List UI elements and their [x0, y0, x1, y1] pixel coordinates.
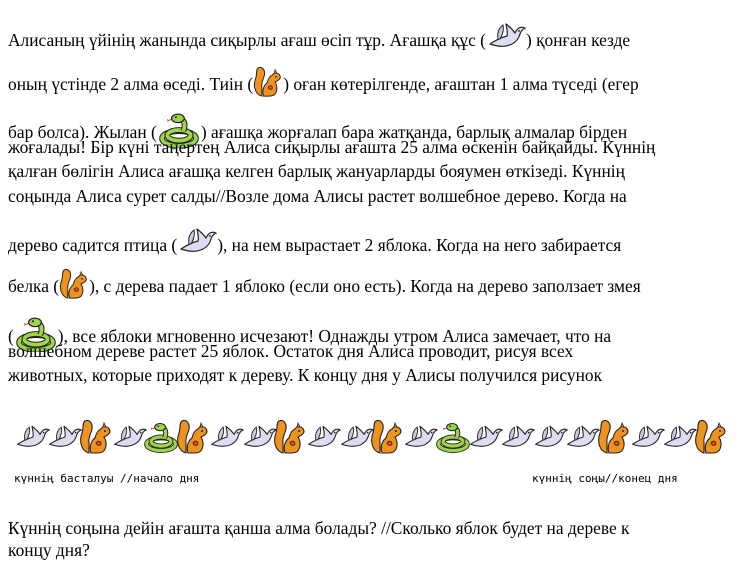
text-line-1 — [8, 22, 630, 52]
question-line-2: концу дня? — [8, 540, 90, 560]
bird-icon — [661, 415, 693, 459]
question-line-1: Күннің соңына дейін ағашта қанша алма болады? //Сколько яблок будет на дереве к — [8, 518, 630, 538]
text-segment: ( — [8, 326, 14, 346]
bird-icon — [629, 415, 661, 459]
text-segment: дерево садится птица ( — [8, 235, 178, 255]
end-of-day-label: күннің соңы//конец дня — [532, 472, 678, 485]
start-of-day-label: күннің басталуы //начало дня — [14, 472, 200, 485]
bird-icon — [46, 415, 78, 459]
snake-icon — [143, 415, 175, 459]
bird-icon — [564, 415, 596, 459]
bird-icon — [532, 415, 564, 459]
text-segment: ) қонған кезде — [525, 30, 631, 50]
bird-icon — [305, 415, 337, 459]
text-segment: белка ( — [8, 276, 60, 296]
squirrel-icon — [370, 415, 402, 459]
text-line-8 — [8, 268, 641, 300]
bird-icon — [467, 415, 499, 459]
text-line-2 — [8, 66, 639, 98]
text-segment: ) ағашқа жорғалап бара жатқанда, барлық алмалар бірден — [200, 122, 628, 142]
text-segment: ), все яблоки мгновенно исчезают! Однажды утром Алиса замечает, что на — [57, 326, 612, 346]
squirrel-icon — [176, 415, 208, 459]
squirrel-icon — [253, 66, 283, 98]
text-segment: бар болса). Жылан ( — [8, 122, 157, 142]
text-segment: Алисаның үйінің жанында сиқырлы ағаш өсіп тұр. Ағашқа құс ( — [8, 30, 486, 50]
text-segment: ) оған көтерілгенде, ағаштан 1 алма түседі (егер — [283, 74, 639, 94]
bird-icon — [177, 227, 217, 257]
text-segment: оның үстінде 2 алма өседі. Тиін ( — [8, 74, 254, 94]
squirrel-icon — [694, 415, 726, 459]
squirrel-icon — [273, 415, 305, 459]
animal-sequence-strip — [14, 415, 726, 459]
bird-icon — [111, 415, 143, 459]
text-line-6: соңында Алиса сурет салды//Возле дома Алисы растет волшебное дерево. Когда на — [8, 186, 627, 206]
squirrel-icon — [59, 268, 89, 300]
text-line-7 — [8, 227, 621, 257]
bird-icon — [14, 415, 46, 459]
snake-icon — [435, 415, 467, 459]
bird-icon — [241, 415, 273, 459]
bird-icon — [208, 415, 240, 459]
text-segment: ), на нем вырастает 2 яблока. Когда на него забирается — [217, 235, 622, 255]
squirrel-icon — [79, 415, 111, 459]
text-line-4: жоғалады! Бір күні таңертең Алиса сиқырлы ағашта 25 алма өскенін байқайды. Күннің — [8, 137, 656, 157]
text-line-10: волшебном дереве растет 25 яблок. Остаток дня Алиса проводит, рисуя всех — [8, 341, 574, 361]
text-line-11: животных, которые приходят к дереву. К концу дня у Алисы получился рисунок — [8, 365, 603, 385]
bird-icon — [499, 415, 531, 459]
text-segment: ), с дерева падает 1 яблоко (если оно есть). Когда на дерево заползает змея — [89, 276, 641, 296]
bird-icon — [486, 22, 526, 52]
squirrel-icon — [597, 415, 629, 459]
bird-icon — [338, 415, 370, 459]
bird-icon — [402, 415, 434, 459]
text-line-5: қалған бөлігін Алиса ағашқа келген барлық жануарларды бояумен өткізеді. Күннің — [8, 161, 625, 181]
